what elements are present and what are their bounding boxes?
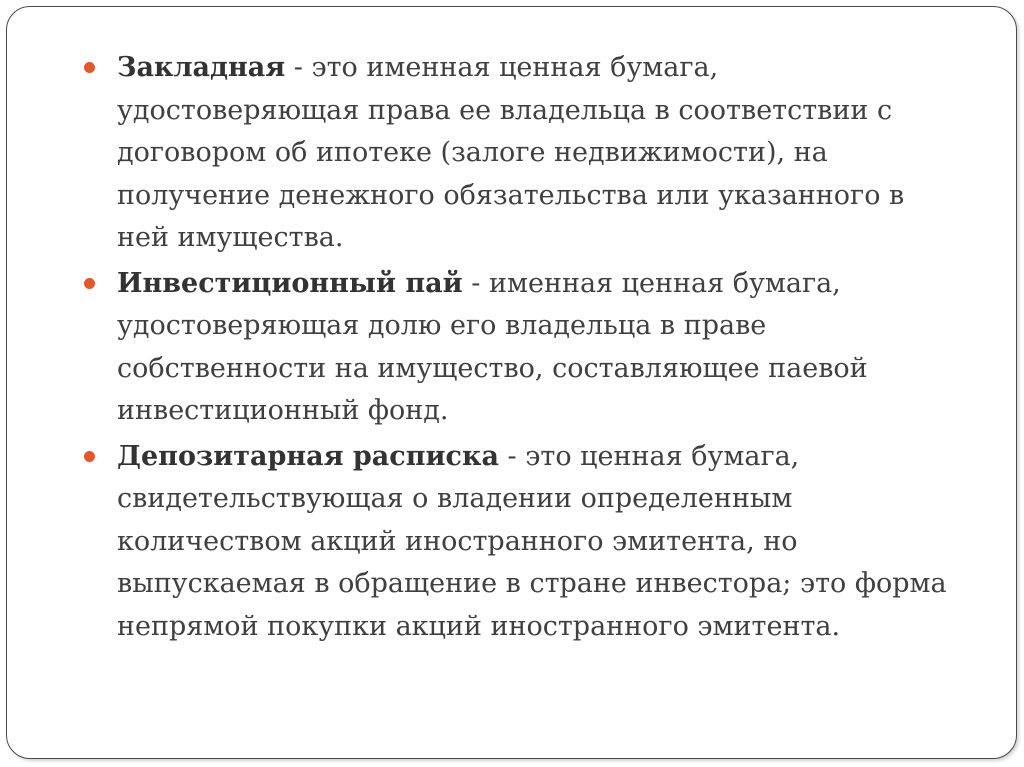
term-investment-share: Инвестиционный пай — [117, 267, 463, 299]
bullet-item-investment-share — [81, 263, 961, 433]
bullet-list — [81, 47, 961, 651]
term-depositary-receipt: Депозитарная расписка — [117, 440, 499, 472]
bullet-icon — [84, 278, 95, 289]
definition-mortgage: - это именная ценная бумага, удостоверяющая права ее владельца в соответствии с договором об ипотеке (залоге недвижимости), на получение денежного обязательства или указанного в ней имущества. — [117, 52, 905, 253]
bullet-item-mortgage — [81, 47, 961, 260]
bullet-item-depositary-receipt — [81, 436, 961, 649]
bullet-icon — [84, 62, 95, 73]
definition-depositary-receipt: - это ценная бумага, свидетельствующая о владении определенным количеством акций иностранного эмитента, но выпускаемая в обращение в стране инвестора; это форма непрямой покупки акций иностранного эмитента. — [117, 440, 947, 642]
slide-frame — [6, 6, 1017, 759]
definition-investment-share: - именная ценная бумага, удостоверяющая долю его владельца в праве собственности на имущество, составляющее паевой инвестиционный фонд. — [117, 267, 868, 426]
bullet-icon — [84, 451, 95, 462]
term-mortgage: Закладная — [117, 52, 286, 83]
